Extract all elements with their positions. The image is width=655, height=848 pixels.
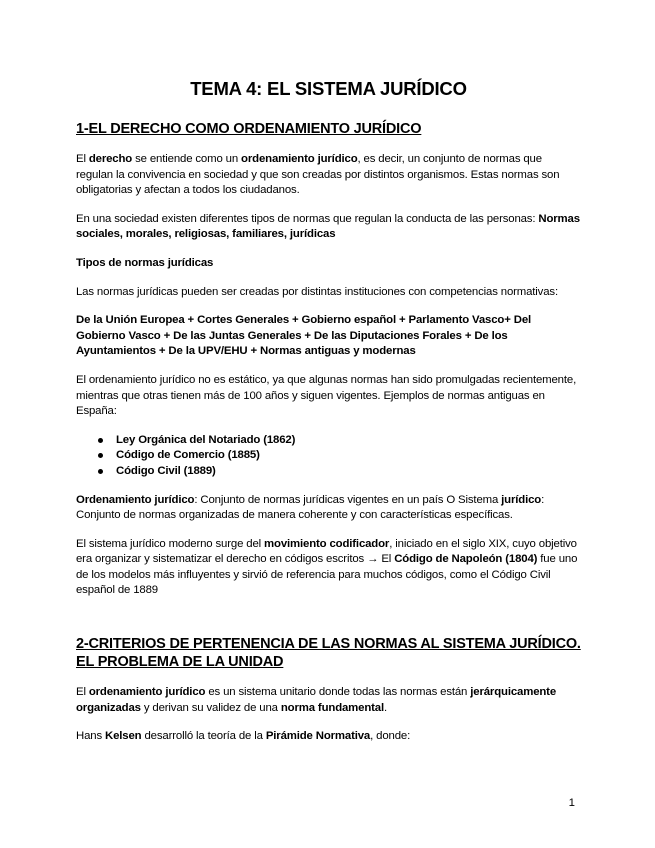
section-1-paragraph-3: Las normas jurídicas pueden ser creadas por distintas instituciones con competencias normativas: bbox=[76, 285, 558, 298]
term-ordenamiento: Ordenamiento jurídico bbox=[76, 493, 195, 506]
text-run: El bbox=[76, 686, 89, 699]
section-2-heading: 2-CRITERIOS DE PERTENENCIA DE LAS NORMAS AL SISTEMA JURÍDICO. EL PROBLEMA DE LA UNIDAD bbox=[76, 636, 581, 671]
text-run: , es decir, un conjunto de normas que regulan la convivencia en sociedad y que son creadas por distintos organismos. Estas normas son obligatorias y afectan a todos los ciudadanos. bbox=[76, 153, 560, 197]
section-1-paragraph-5: El ordenamiento jurídico no es estático, ya que algunas normas han sido promulgadas recientemente, mientras que otras tienen más de 100 años y siguen vigentes. Ejemplos de normas antiguas en España: bbox=[76, 373, 577, 418]
term-ordenamiento: ordenamiento jurídico bbox=[88, 686, 206, 699]
text-run: es un sistema unitario donde todas las normas están bbox=[205, 686, 471, 699]
section-1-heading: 1-EL DERECHO COMO ORDENAMIENTO JURÍDICO bbox=[76, 121, 422, 137]
section-2-paragraph-2 bbox=[76, 729, 581, 745]
text-run: se entiende como un bbox=[132, 153, 242, 165]
list-item bbox=[76, 448, 581, 464]
section-1-paragraph-2 bbox=[76, 212, 581, 243]
text-run: fue uno de los modelos más influyentes y sirvió de referencia para muchos códigos, como el Código Civil español de 1889 bbox=[76, 553, 578, 597]
term-derecho: derecho bbox=[88, 153, 133, 165]
term-movimiento: movimiento codificador bbox=[264, 537, 390, 550]
list-item bbox=[76, 433, 581, 449]
text-run: : Conjunto de normas organizadas de manera coherente y con características específicas. bbox=[76, 493, 545, 522]
bullet-icon bbox=[98, 438, 103, 443]
institutions-list: De la Unión Europea + Cortes Generales + Gobierno español + Parlamento Vasco+ Del Gobierno Vasco + De las Juntas Generales + De las Diputaciones Forales + De los Ayuntamientos + De la UPV/EHU + Normas antiguas y modernas bbox=[76, 314, 532, 358]
section-1-paragraph-6 bbox=[76, 493, 581, 524]
text-run: . bbox=[384, 701, 388, 714]
bullet-icon bbox=[98, 453, 103, 458]
document-title: TEMA 4: EL SISTEMA JURÍDICO bbox=[190, 78, 467, 99]
text-run: desarrolló la teoría de la bbox=[141, 730, 266, 743]
term-ordenamiento: ordenamiento jurídico bbox=[241, 153, 358, 165]
section-1-subheading: Tipos de normas jurídicas bbox=[76, 256, 214, 269]
text-run: : Conjunto de normas jurídicas vigentes en un país O Sistema bbox=[194, 493, 502, 506]
section-2-paragraph-1 bbox=[76, 685, 581, 716]
text-run: , donde: bbox=[370, 730, 411, 743]
page-content bbox=[76, 78, 581, 758]
term-norma-fundamental: norma fundamental bbox=[280, 701, 385, 714]
text-run: El bbox=[76, 153, 89, 165]
text-run: Hans bbox=[76, 730, 106, 743]
text-run: El sistema jurídico moderno surge del bbox=[76, 537, 265, 550]
old-norms-list bbox=[76, 433, 581, 480]
term-kelsen: Kelsen bbox=[105, 730, 142, 743]
list-item-text: Código de Comercio (1885) bbox=[116, 449, 260, 462]
text-run: , iniciado en el siglo XIX, cuyo objetivo era organizar y sistematizar el derecho en códigos escritos → El bbox=[76, 537, 577, 566]
term-jerarquicamente: jerárquicamente organizadas bbox=[76, 686, 557, 714]
term-piramide: Pirámide Normativa bbox=[265, 730, 371, 743]
text-run: En una sociedad existen diferentes tipos de normas que regulan la conducta de las personas: bbox=[76, 212, 539, 225]
list-item bbox=[76, 464, 581, 480]
section-1-paragraph-7 bbox=[76, 537, 581, 599]
bullet-icon bbox=[98, 469, 103, 474]
page-number: 1 bbox=[568, 797, 575, 809]
list-item-text: Ley Orgánica del Notariado (1862) bbox=[116, 433, 296, 446]
text-run: y derivan su validez de una bbox=[140, 701, 281, 714]
list-item-text: Código Civil (1889) bbox=[116, 464, 216, 477]
section-1-paragraph-1 bbox=[76, 152, 581, 199]
term-codigo-napoleon: Código de Napoleón (1804) bbox=[394, 553, 538, 566]
term-juridico: jurídico bbox=[501, 493, 542, 506]
norm-types-list: Normas sociales, morales, religiosas, familiares, jurídicas bbox=[76, 212, 580, 241]
